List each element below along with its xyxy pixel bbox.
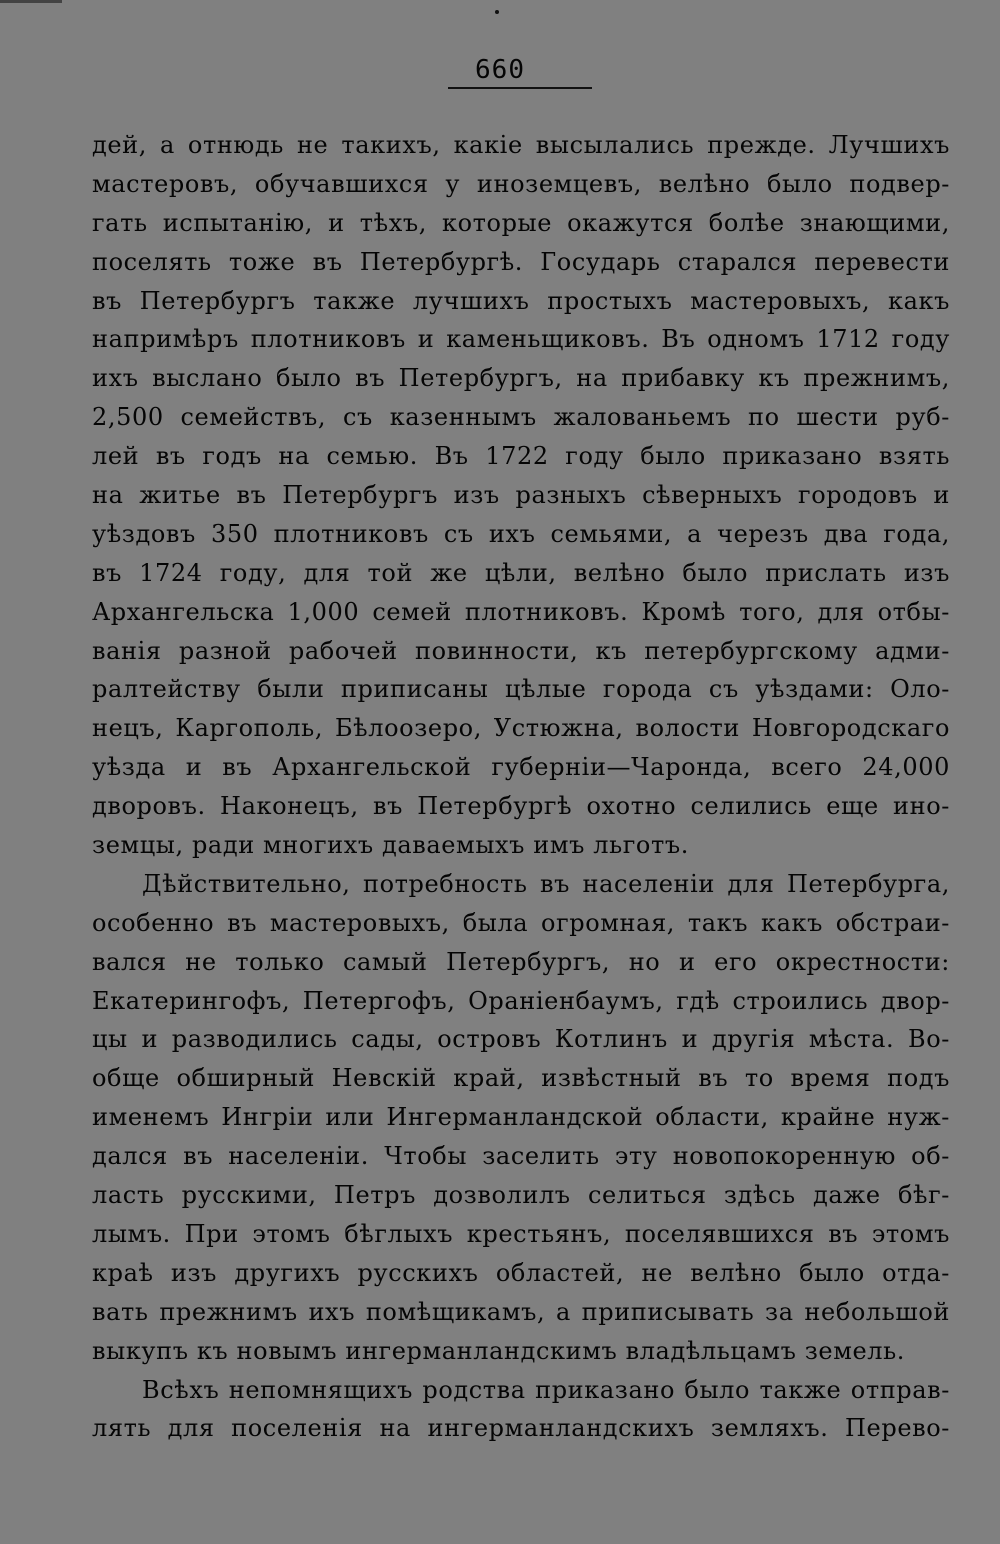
text-line: ванія разной рабочей повинности, къ петербургскому адми- xyxy=(92,636,950,665)
scan-speck xyxy=(495,10,499,14)
text-line: ихъ выслано было въ Петербургъ, на прибавку къ прежнимъ, xyxy=(92,364,950,393)
paragraph xyxy=(92,126,950,865)
text-line: уѣздовъ 350 плотниковъ съ ихъ семьями, а черезъ два года, xyxy=(92,519,950,548)
text-line: Всѣхъ непомнящихъ родства приказано было также отправ- xyxy=(142,1375,950,1404)
paragraph xyxy=(92,865,950,1371)
text-line: поселять тоже въ Петербургѣ. Государь старался перевести xyxy=(92,247,950,276)
text-line: именемъ Ингріи или Ингерманландской области, крайне нуж- xyxy=(92,1103,950,1132)
text-line: ралтейству были приписаны цѣлые города съ уѣздами: Оло- xyxy=(92,675,950,704)
text-line: Дѣйствительно, потребность въ населеніи для Петербурга, xyxy=(142,869,950,898)
text-line: уѣзда и въ Архангельской губерніи—Чаронда, всего 24,000 xyxy=(92,753,950,782)
text-line: вать прежнимъ ихъ помѣщикамъ, а приписывать за небольшой xyxy=(92,1297,950,1326)
text-line: выкупъ къ новымъ ингерманландскимъ владѣльцамъ земель. xyxy=(92,1336,906,1365)
scan-corner-mark xyxy=(0,0,62,3)
text-line: дворовъ. Наконецъ, въ Петербургѣ охотно селились еще ино- xyxy=(92,792,950,821)
text-line: напримѣръ плотниковъ и каменьщиковъ. Въ одномъ 1712 году xyxy=(92,325,950,354)
text-line: Екатерингофъ, Петергофъ, Ораніенбаумъ, гдѣ строились двор- xyxy=(92,986,950,1015)
text-line: лымъ. При этомъ бѣглыхъ крестьянъ, поселявшихся въ этомъ xyxy=(92,1219,950,1248)
text-line: краѣ изъ другихъ русскихъ областей, не велѣно было отда- xyxy=(92,1258,950,1287)
text-line: лять для поселенія на ингерманландскихъ земляхъ. Перево- xyxy=(92,1414,950,1443)
text-line: на житье въ Петербургъ изъ разныхъ сѣверныхъ городовъ и xyxy=(92,481,950,510)
text-line: въ Петербургъ также лучшихъ простыхъ мастеровыхъ, какъ xyxy=(92,286,950,315)
paragraph xyxy=(92,1371,950,1449)
text-line: земцы, ради многихъ даваемыхъ имъ льготъ. xyxy=(92,831,689,860)
text-line: особенно въ мастеровыхъ, была огромная, такъ какъ обстраи- xyxy=(92,908,950,937)
text-line: Архангельска 1,000 семей плотниковъ. Кромѣ того, для отбы- xyxy=(92,597,950,626)
text-line: 2,500 семействъ, съ казеннымъ жалованьемъ по шести руб- xyxy=(92,403,950,432)
page-number-rule xyxy=(448,87,592,89)
text-line: гать испытанію, и тѣхъ, которые окажутся болѣе знающими, xyxy=(92,208,950,237)
text-line: цы и разводились сады, островъ Котлинъ и другія мѣста. Во- xyxy=(92,1025,950,1054)
page-number: 660 xyxy=(475,55,525,85)
text-line: мастеровъ, обучавшихся у иноземцевъ, велѣно было подвер- xyxy=(92,169,950,198)
text-line: обще обширный Невскій край, извѣстный въ то время подъ xyxy=(92,1064,950,1093)
text-line: нецъ, Каргополь, Бѣлоозеро, Устюжна, волости Новгородскаго xyxy=(92,714,950,743)
text-line: вался не только самый Петербургъ, но и его окрестности: xyxy=(92,947,950,976)
text-line: ласть русскими, Петръ дозволилъ селиться здѣсь даже бѣг- xyxy=(92,1181,950,1210)
text-line: дался въ населеніи. Чтобы заселить эту новопокоренную об- xyxy=(92,1142,950,1171)
text-line: въ 1724 году, для той же цѣли, велѣно было прислать изъ xyxy=(92,558,950,587)
body-text xyxy=(92,126,950,1448)
text-line: дей, а отнюдь не такихъ, какіе высылались прежде. Лучшихъ xyxy=(92,131,950,159)
text-line: лей въ годъ на семью. Въ 1722 году было приказано взять xyxy=(92,442,950,471)
